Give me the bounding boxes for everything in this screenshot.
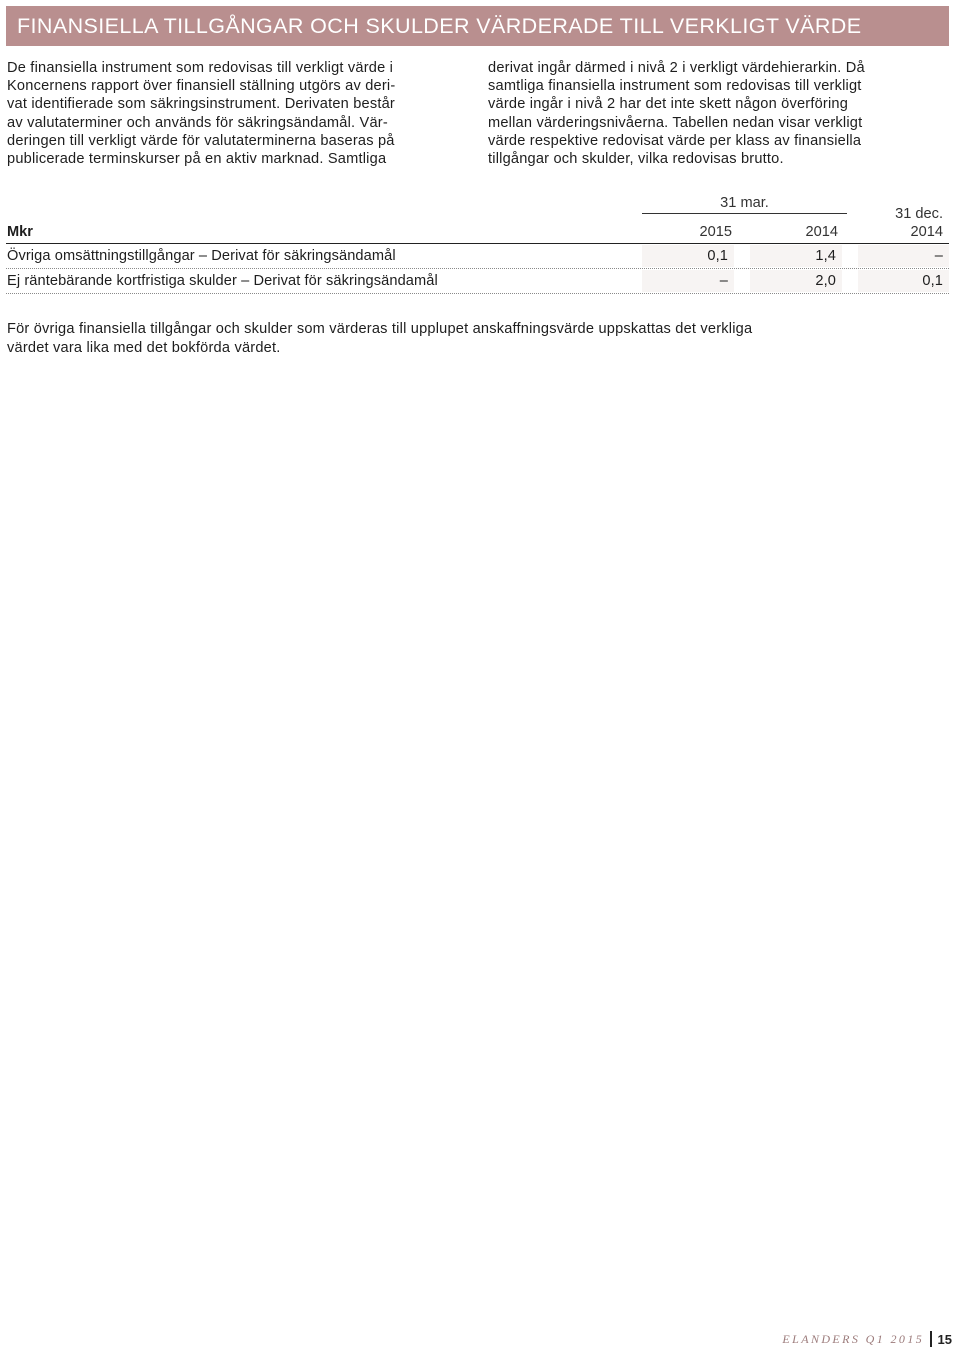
page-footer <box>782 1331 952 1347</box>
header-mar-2014: 2014 <box>805 224 838 240</box>
intro-line: vat identifierade som säkringsinstrument. Derivaten består <box>7 96 395 113</box>
section-title: FINANSIELLA TILLGÅNGAR OCH SKULDER VÄRDERADE TILL VERKLIGT VÄRDE <box>17 13 862 38</box>
cell-mar-2014: 2,0 <box>750 270 842 292</box>
page-number: 15 <box>937 1331 952 1347</box>
intro-line: derivat ingår därmed i nivå 2 i verkligt värdehierarkin. Då <box>488 60 865 76</box>
intro-line: publicerade terminskurser på en aktiv marknad. Samtliga <box>7 151 387 168</box>
row-label: Ej räntebärande kortfristiga skulder – Derivat för säkringsändamål <box>7 273 438 289</box>
intro-line: samtliga finansiella instrument som redovisas till verkligt <box>488 78 862 95</box>
footnote-line: värdet vara lika med det bokförda värdet. <box>7 340 281 356</box>
intro-right-column <box>488 59 948 168</box>
header-mar-2015: 2015 <box>699 224 732 240</box>
cell-dec-2014: 0,1 <box>858 270 949 292</box>
intro-line: värde respektive redovisat värde per klass av finansiella <box>488 132 862 149</box>
cell-mar-2015: 0,1 <box>642 245 734 267</box>
section-title-bar <box>6 6 949 46</box>
intro-line: mellan värderingsnivåerna. Tabellen nedan visar verkligt <box>488 114 863 131</box>
intro-left-column <box>7 59 477 168</box>
intro-line: deringen till verkligt värde för valutaterminerna baseras på <box>7 132 395 149</box>
header-dec-2014: 2014 <box>910 224 943 240</box>
cell-mar-2014: 1,4 <box>750 245 842 267</box>
footer-brand: ELANDERS Q1 2015 <box>782 1331 925 1346</box>
header-group-rule <box>642 213 847 214</box>
intro-line: värde ingår i nivå 2 har det inte skett någon överföring <box>488 96 849 113</box>
footnote <box>7 320 947 358</box>
footer-separator <box>930 1331 931 1347</box>
table-row <box>6 244 949 269</box>
intro-line: De finansiella instrument som redovisas till verkligt värde i <box>7 60 394 76</box>
footnote-line: För övriga finansiella tillgångar och skulder som värderas till upplupet anskaffningsvärde uppskattas det verkliga <box>7 321 753 337</box>
header-31-dec: 31 dec. <box>895 206 943 222</box>
cell-mar-2015: – <box>642 270 734 292</box>
table-row <box>6 269 949 294</box>
header-31-mar: 31 mar. <box>720 195 769 211</box>
table-header-row <box>6 223 949 244</box>
row-label: Övriga omsättningstillgångar – Derivat för säkringsändamål <box>7 248 396 264</box>
unit-label: Mkr <box>7 224 33 240</box>
intro-line: tillgångar och skulder, vilka redovisas brutto. <box>488 151 784 168</box>
intro-line: Koncernens rapport över finansiell ställning utgörs av deri- <box>7 78 396 95</box>
intro-line: av valutaterminer och används för säkringsändamål. Vär- <box>7 114 388 131</box>
cell-dec-2014: – <box>858 245 949 267</box>
